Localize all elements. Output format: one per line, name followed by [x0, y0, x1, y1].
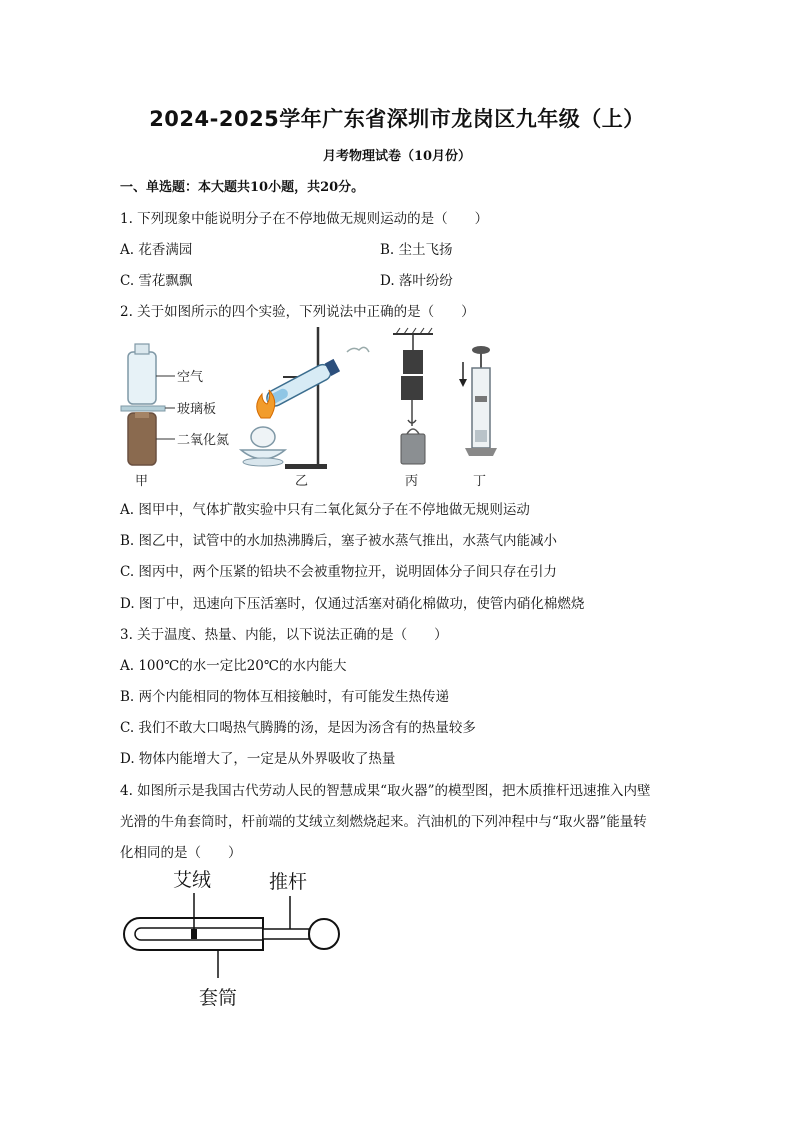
question-2-option-d: D. 图丁中，迅速向下压活塞时，仅通过活塞对硝化棉做功，使管内硝化棉燃烧: [120, 596, 585, 612]
question-1-option-d: D. 落叶纷纷: [380, 273, 453, 289]
section-heading: 一、单选题：本大题共10小题，共20分。: [120, 180, 365, 195]
label-no2: 二氧化氮: [177, 433, 230, 448]
fire-syringe-icon: [124, 893, 339, 978]
label-yi: 乙: [295, 474, 309, 489]
question-4-figure: [115, 860, 355, 1015]
question-1-option-a: A. 花香满园: [120, 242, 193, 258]
test-tube-stand-icon: [241, 327, 369, 469]
question-2-figure: [115, 322, 515, 492]
question-2-option-c: C. 图丙中，两个压紧的铅块不会被重物拉开，说明固体分子间只存在引力: [120, 564, 557, 580]
question-2-option-a: A. 图甲中，气体扩散实验中只有二氧化氮分子在不停地做无规则运动: [120, 502, 530, 518]
question-4-line-3: 化相同的是（ ）: [120, 845, 242, 861]
question-4-line-2: 光滑的牛角套筒时，杆前端的艾绒立刻燃烧起来。汽油机的下列冲程中与“取火器”能量转: [120, 814, 647, 830]
question-3-option-d: D. 物体内能增大了，一定是从外界吸收了热量: [120, 751, 396, 767]
page-title: 2024-2025学年广东省深圳市龙岗区九年级（上）: [149, 107, 645, 131]
label-air: 空气: [177, 370, 204, 385]
question-1-option-c: C. 雪花飘飘: [120, 273, 193, 289]
page-subtitle: 月考物理试卷（10月份）: [322, 149, 472, 164]
fire-piston-icon: [459, 346, 497, 456]
label-bing: 丙: [405, 474, 419, 489]
question-1-stem: 1. 下列现象中能说明分子在不停地做无规则运动的是（ ）: [120, 211, 489, 227]
label-taotong: 套筒: [199, 987, 238, 1009]
question-2-option-b: B. 图乙中，试管中的水加热沸腾后，塞子被水蒸气推出，水蒸气内能减小: [120, 533, 558, 549]
question-2-stem: 2. 关于如图所示的四个实验，下列说法中正确的是（ ）: [120, 304, 475, 320]
label-ding: 丁: [473, 474, 487, 489]
question-3-stem: 3. 关于温度、热量、内能，以下说法正确的是（ ）: [120, 627, 448, 643]
lead-blocks-icon: [393, 328, 433, 464]
label-airong: 艾绒: [173, 869, 212, 891]
question-4-line-1: 4. 如图所示是我国古代劳动人民的智慧成果“取火器”的模型图，把木质推杆迅速推入内壁: [120, 783, 651, 799]
diffusion-apparatus-icon: [121, 344, 175, 465]
question-3-option-b: B. 两个内能相同的物体互相接触时，有可能发生热传递: [120, 689, 450, 705]
question-3-option-c: C. 我们不敢大口喝热气腾腾的汤，是因为汤含有的热量较多: [120, 720, 476, 736]
question-1-option-b: B. 尘土飞扬: [380, 242, 453, 258]
label-jia: 甲: [135, 474, 149, 489]
label-glass-plate: 玻璃板: [177, 402, 217, 417]
question-3-option-a: A. 100℃的水一定比20℃的水内能大: [120, 658, 347, 674]
label-tuigan: 推杆: [269, 871, 308, 893]
